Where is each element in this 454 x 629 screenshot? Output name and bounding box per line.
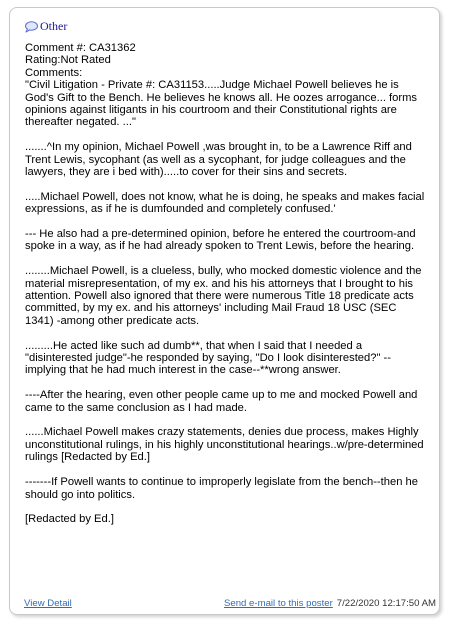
speech-bubble-icon [24,20,38,32]
comment-paragraph: .........He acted like such ad dumb**, that when I said that I needed a "disinterested judge"-he responded by saying, "Do I look disinterested?" --implying that he had much interest in the case--**wrong answer. [25,339,392,377]
view-detail-link[interactable]: View Detail [24,598,72,609]
comment-footer [24,597,436,611]
comment-body [25,42,425,538]
comment-paragraph: -------If Powell wants to continue to improperly legislate from the bench--then he should go into politics. [25,476,418,501]
comment-paragraph: --- He also had a pre-determined opinion, before he entered the courtroom-and spoke in a way, as if he had already spoken to Trent Lewis, before the hearing. [25,228,416,253]
comment-paragraph: .......^In my opinion, Michael Powell ,was brought in, to be a Lawrence Riff and Trent Lewis, sycophant (as well as a sycophant, for judge colleagues and the lawyers, they are i bed with).....to cover for their sins and secrets. [25,141,412,179]
post-timestamp: 7/22/2020 12:17:50 AM [336,598,436,609]
send-email-link[interactable]: Send e-mail to this poster [223,598,333,609]
comment-header [24,18,67,34]
comment-text [25,79,425,525]
comment-paragraph: [Redacted by Ed.] [25,513,114,526]
comment-number: Comment #: CA31362 [25,42,136,54]
comment-paragraph: ......Michael Powell makes crazy statements, denies due process, makes Highly unconstitutional rulings, in his highly unconstitutional hearings..w/pre-determined rulings [Redacted by Ed.] [25,426,424,464]
comment-paragraph: "Civil Litigation - Private #: CA31153.....Judge Michael Powell believes he is God's Gift to the Bench. He believes he knows all. He oozes arrogance... forms opinions against litigants in his courtroom and their Constitutional rights are thereafter negated. ..." [25,79,418,129]
comments-label: Comments: [25,66,83,79]
footer-right [224,597,436,611]
comment-paragraph: ........Michael Powell, is a clueless, bully, who mocked domestic violence and the material misrepresentation, of my ex. and his his attorneys that I brought to his attention. Powell also ignored that there were numerous Title 18 predicate acts committed, by my ex. and his attorneys' including Mail Fraud 18 USC (SEC 1341) -among other predicate acts. [25,265,422,327]
comment-paragraph: ----After the hearing, even other people came up to me and mocked Powell and came to the same conclusion as I had made. [25,389,418,414]
comment-rating: Rating:Not Rated [25,54,111,67]
comment-card [9,7,440,615]
comment-paragraph: .....Michael Powell, does not know, what he is doing, he speaks and makes facial expressions, as if he is dumfounded and completely confused.' [25,190,425,216]
comment-category: Other [40,18,68,33]
